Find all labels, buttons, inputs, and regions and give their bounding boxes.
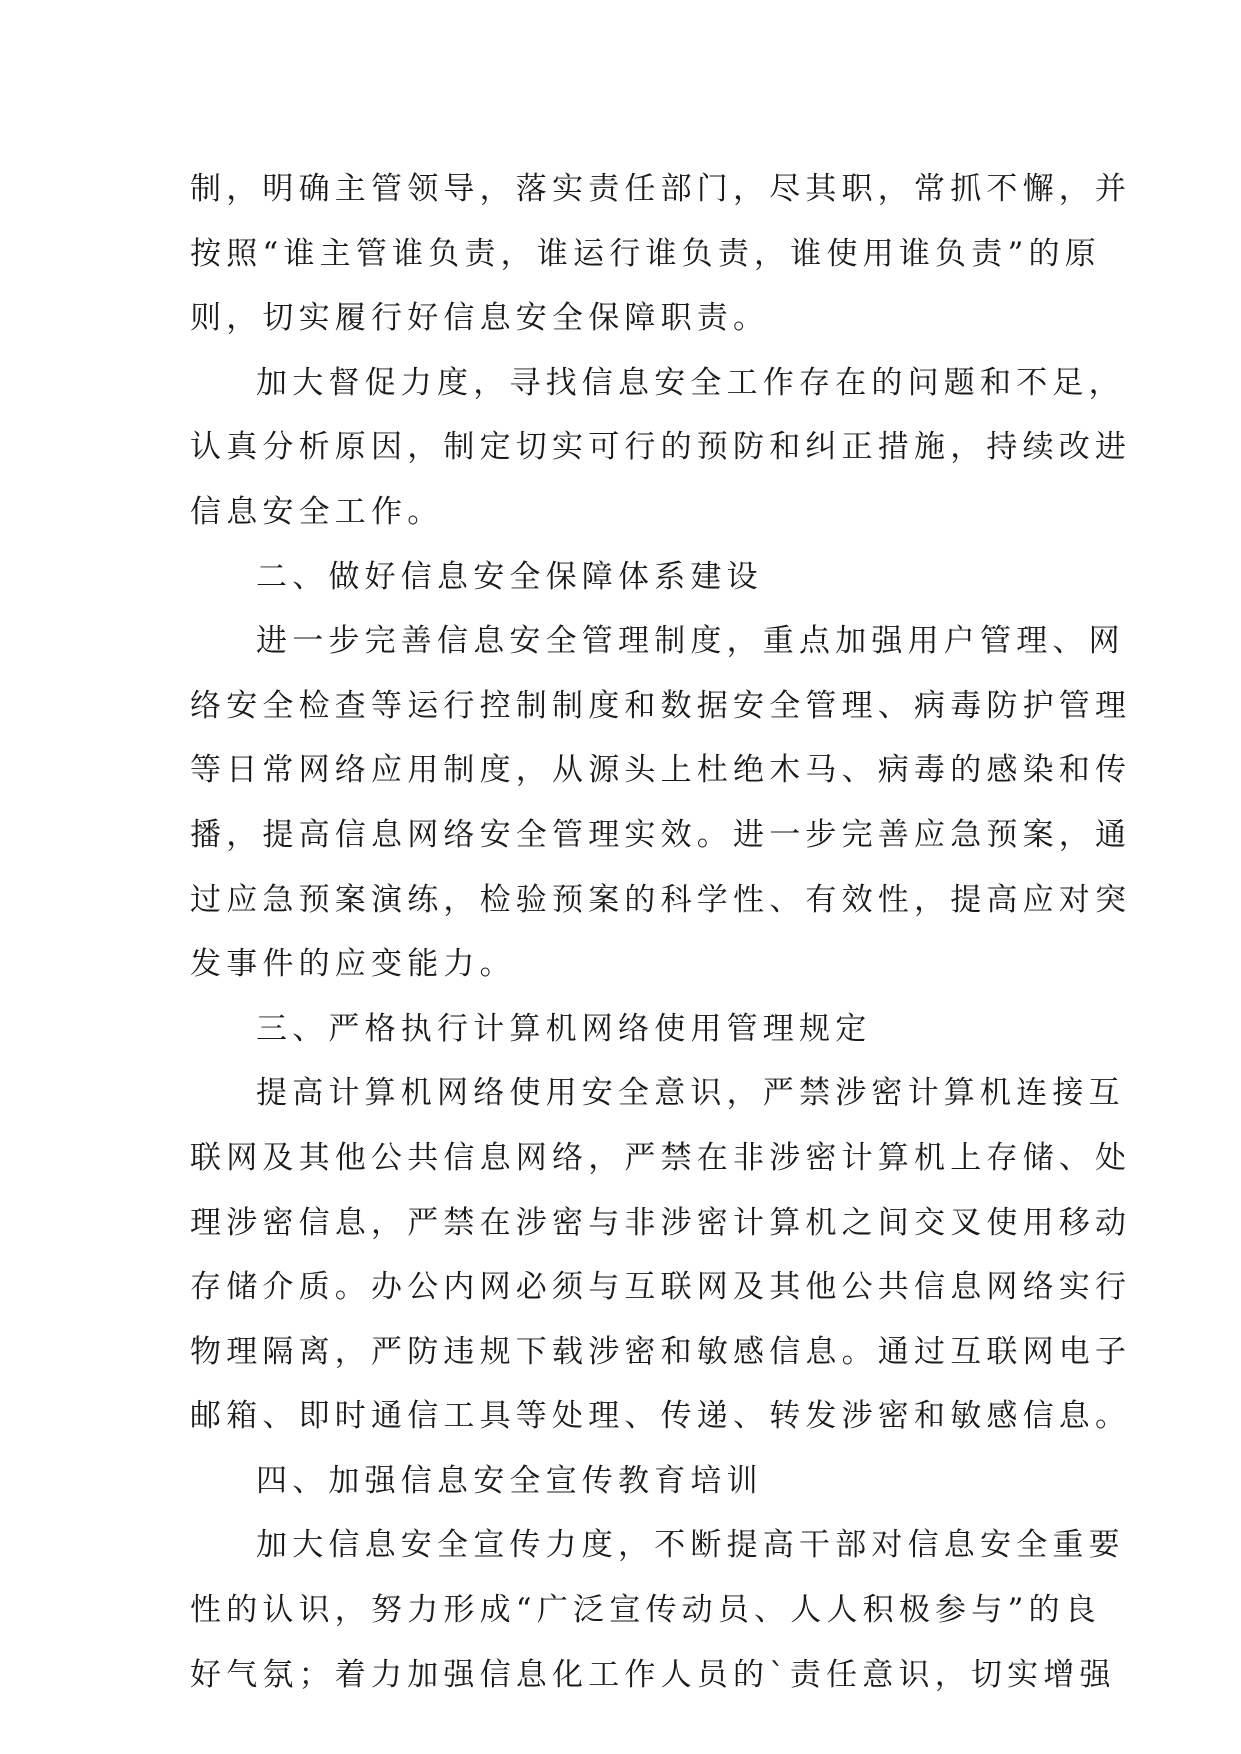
text-line: 认真分析原因，制定切实可行的预防和纠正措施，持续改进 (190, 429, 1132, 466)
text-line: 性的认识，努力形成“广泛宣传动员、人人积极参与”的良 (190, 1592, 1101, 1629)
paragraph-first-line: 进一步完善信息安全管理制度，重点加强用户管理、网 (256, 623, 1125, 660)
text-line: 联网及其他公共信息网络，严禁在非涉密计算机上存储、处 (190, 1139, 1132, 1176)
section-heading: 三、严格执行计算机网络使用管理规定 (256, 1010, 872, 1047)
document-body (190, 157, 1132, 1707)
section-heading: 二、做好信息安全保障体系建设 (256, 558, 763, 595)
text-line: 好气氛；着力加强信息化工作人员的`责任意识，切实增强 (190, 1656, 1116, 1693)
paragraph-first-line: 提高计算机网络使用安全意识，严禁涉密计算机连接互 (256, 1075, 1125, 1112)
text-line: 信息安全工作。 (190, 493, 444, 530)
text-line: 播，提高信息网络安全管理实效。进一步完善应急预案，通 (190, 816, 1132, 853)
text-line: 发事件的应变能力。 (190, 946, 516, 983)
text-line: 存储介质。办公内网必须与互联网及其他公共信息网络实行 (190, 1269, 1132, 1306)
text-line: 理涉密信息，严禁在涉密与非涉密计算机之间交叉使用移动 (190, 1204, 1132, 1241)
paragraph-first-line: 加大督促力度，寻找信息安全工作存在的问题和不足， (256, 364, 1125, 401)
text-line: 制，明确主管领导，落实责任部门，尽其职，常抓不懈，并 (190, 171, 1132, 207)
text-line: 过应急预案演练，检验预案的科学性、有效性，提高应对突 (190, 881, 1132, 918)
text-line: 等日常网络应用制度，从源头上杜绝木马、病毒的感染和传 (190, 752, 1132, 789)
text-line: 络安全检查等运行控制制度和数据安全管理、病毒防护管理 (190, 687, 1132, 724)
section-heading: 四、加强信息安全宣传教育培训 (256, 1462, 763, 1499)
text-line: 则，切实履行好信息安全保障职责。 (190, 300, 770, 337)
text-line: 物理隔离，严防违规下载涉密和敏感信息。通过互联网电子 (190, 1333, 1132, 1370)
text-line: 按照“谁主管谁负责，谁运行谁负责，谁使用谁负责”的原 (190, 235, 1101, 272)
text-line: 邮箱、即时通信工具等处理、传递、转发涉密和敏感信息。 (190, 1398, 1132, 1435)
paragraph-first-line: 加大信息安全宣传力度，不断提高干部对信息安全重要 (256, 1527, 1125, 1564)
